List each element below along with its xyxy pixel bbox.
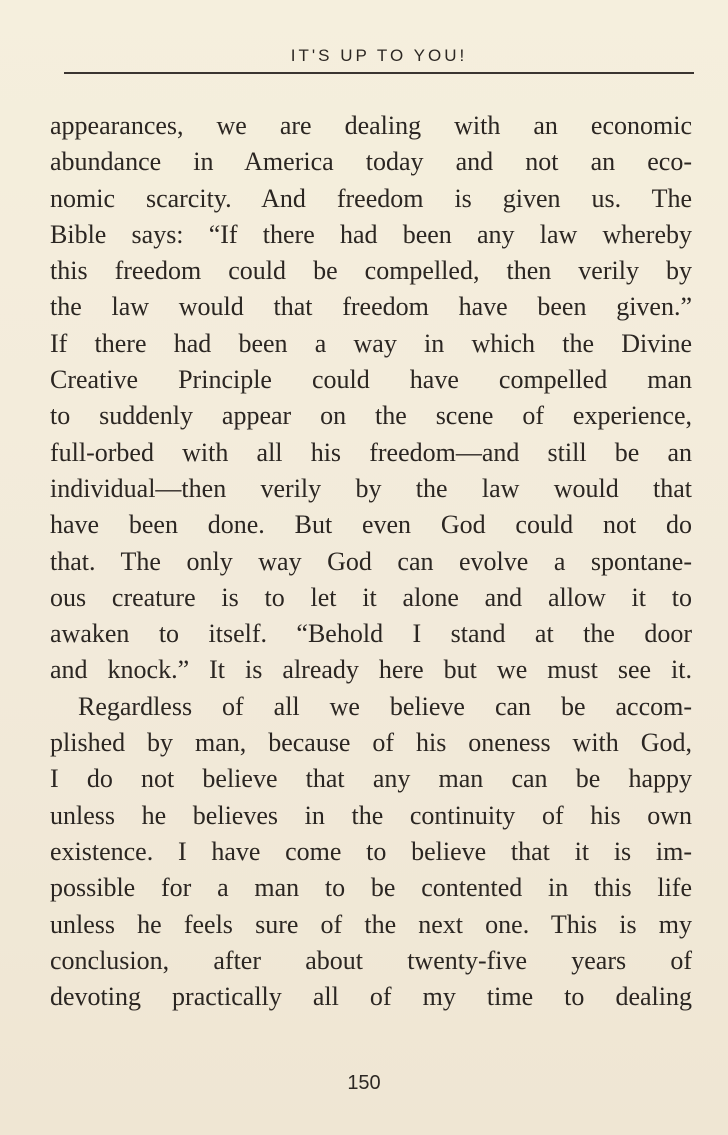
- text-line: this freedom could be compelled, then verily by: [50, 256, 692, 286]
- text-line: devoting practically all of my time to dealing: [50, 982, 692, 1012]
- running-head: IT'S UP TO YOU!: [290, 46, 468, 65]
- text-line: to suddenly appear on the scene of experience,: [50, 401, 692, 431]
- text-line: nomic scarcity. And freedom is given us. The: [50, 183, 692, 213]
- text-line: appearances, we are dealing with an economic: [50, 111, 692, 140]
- text-line: Bible says: “If there had been any law whereby: [50, 219, 692, 249]
- text-line: awaken to itself. “Behold I stand at the door: [50, 619, 692, 649]
- paragraph-start-line: Regardless of all we believe can be accom-: [78, 691, 692, 721]
- text-line: have been done. But even God could not do: [50, 510, 692, 540]
- text-line: full-orbed with all his freedom—and still be an: [50, 437, 692, 467]
- text-line: Creative Principle could have compelled man: [50, 365, 692, 395]
- text-line: that. The only way God can evolve a spontane-: [50, 546, 692, 576]
- text-line: the law would that freedom have been given.”: [50, 292, 692, 322]
- text-line: plished by man, because of his oneness with God,: [50, 728, 692, 758]
- text-line: ous creature is to let it alone and allow it to: [50, 582, 692, 612]
- text-line: individual—then verily by the law would that: [50, 473, 692, 503]
- text-line: abundance in America today and not an eco-: [50, 147, 692, 177]
- text-line: I do not believe that any man can be happy: [50, 764, 692, 794]
- text-line: existence. I have come to believe that it is im-: [50, 836, 692, 866]
- text-line: conclusion, after about twenty-five years of: [50, 945, 692, 975]
- header-rule: [64, 72, 694, 74]
- text-line: unless he believes in the continuity of his own: [50, 800, 692, 830]
- text-line: possible for a man to be contented in this life: [50, 873, 692, 903]
- body-text: [50, 108, 692, 1015]
- text-line: unless he feels sure of the next one. This is my: [50, 909, 692, 939]
- text-line: If there had been a way in which the Divine: [50, 328, 692, 358]
- page-number: 150: [347, 1072, 381, 1094]
- text-line: and knock.” It is already here but we must see it.: [50, 655, 692, 685]
